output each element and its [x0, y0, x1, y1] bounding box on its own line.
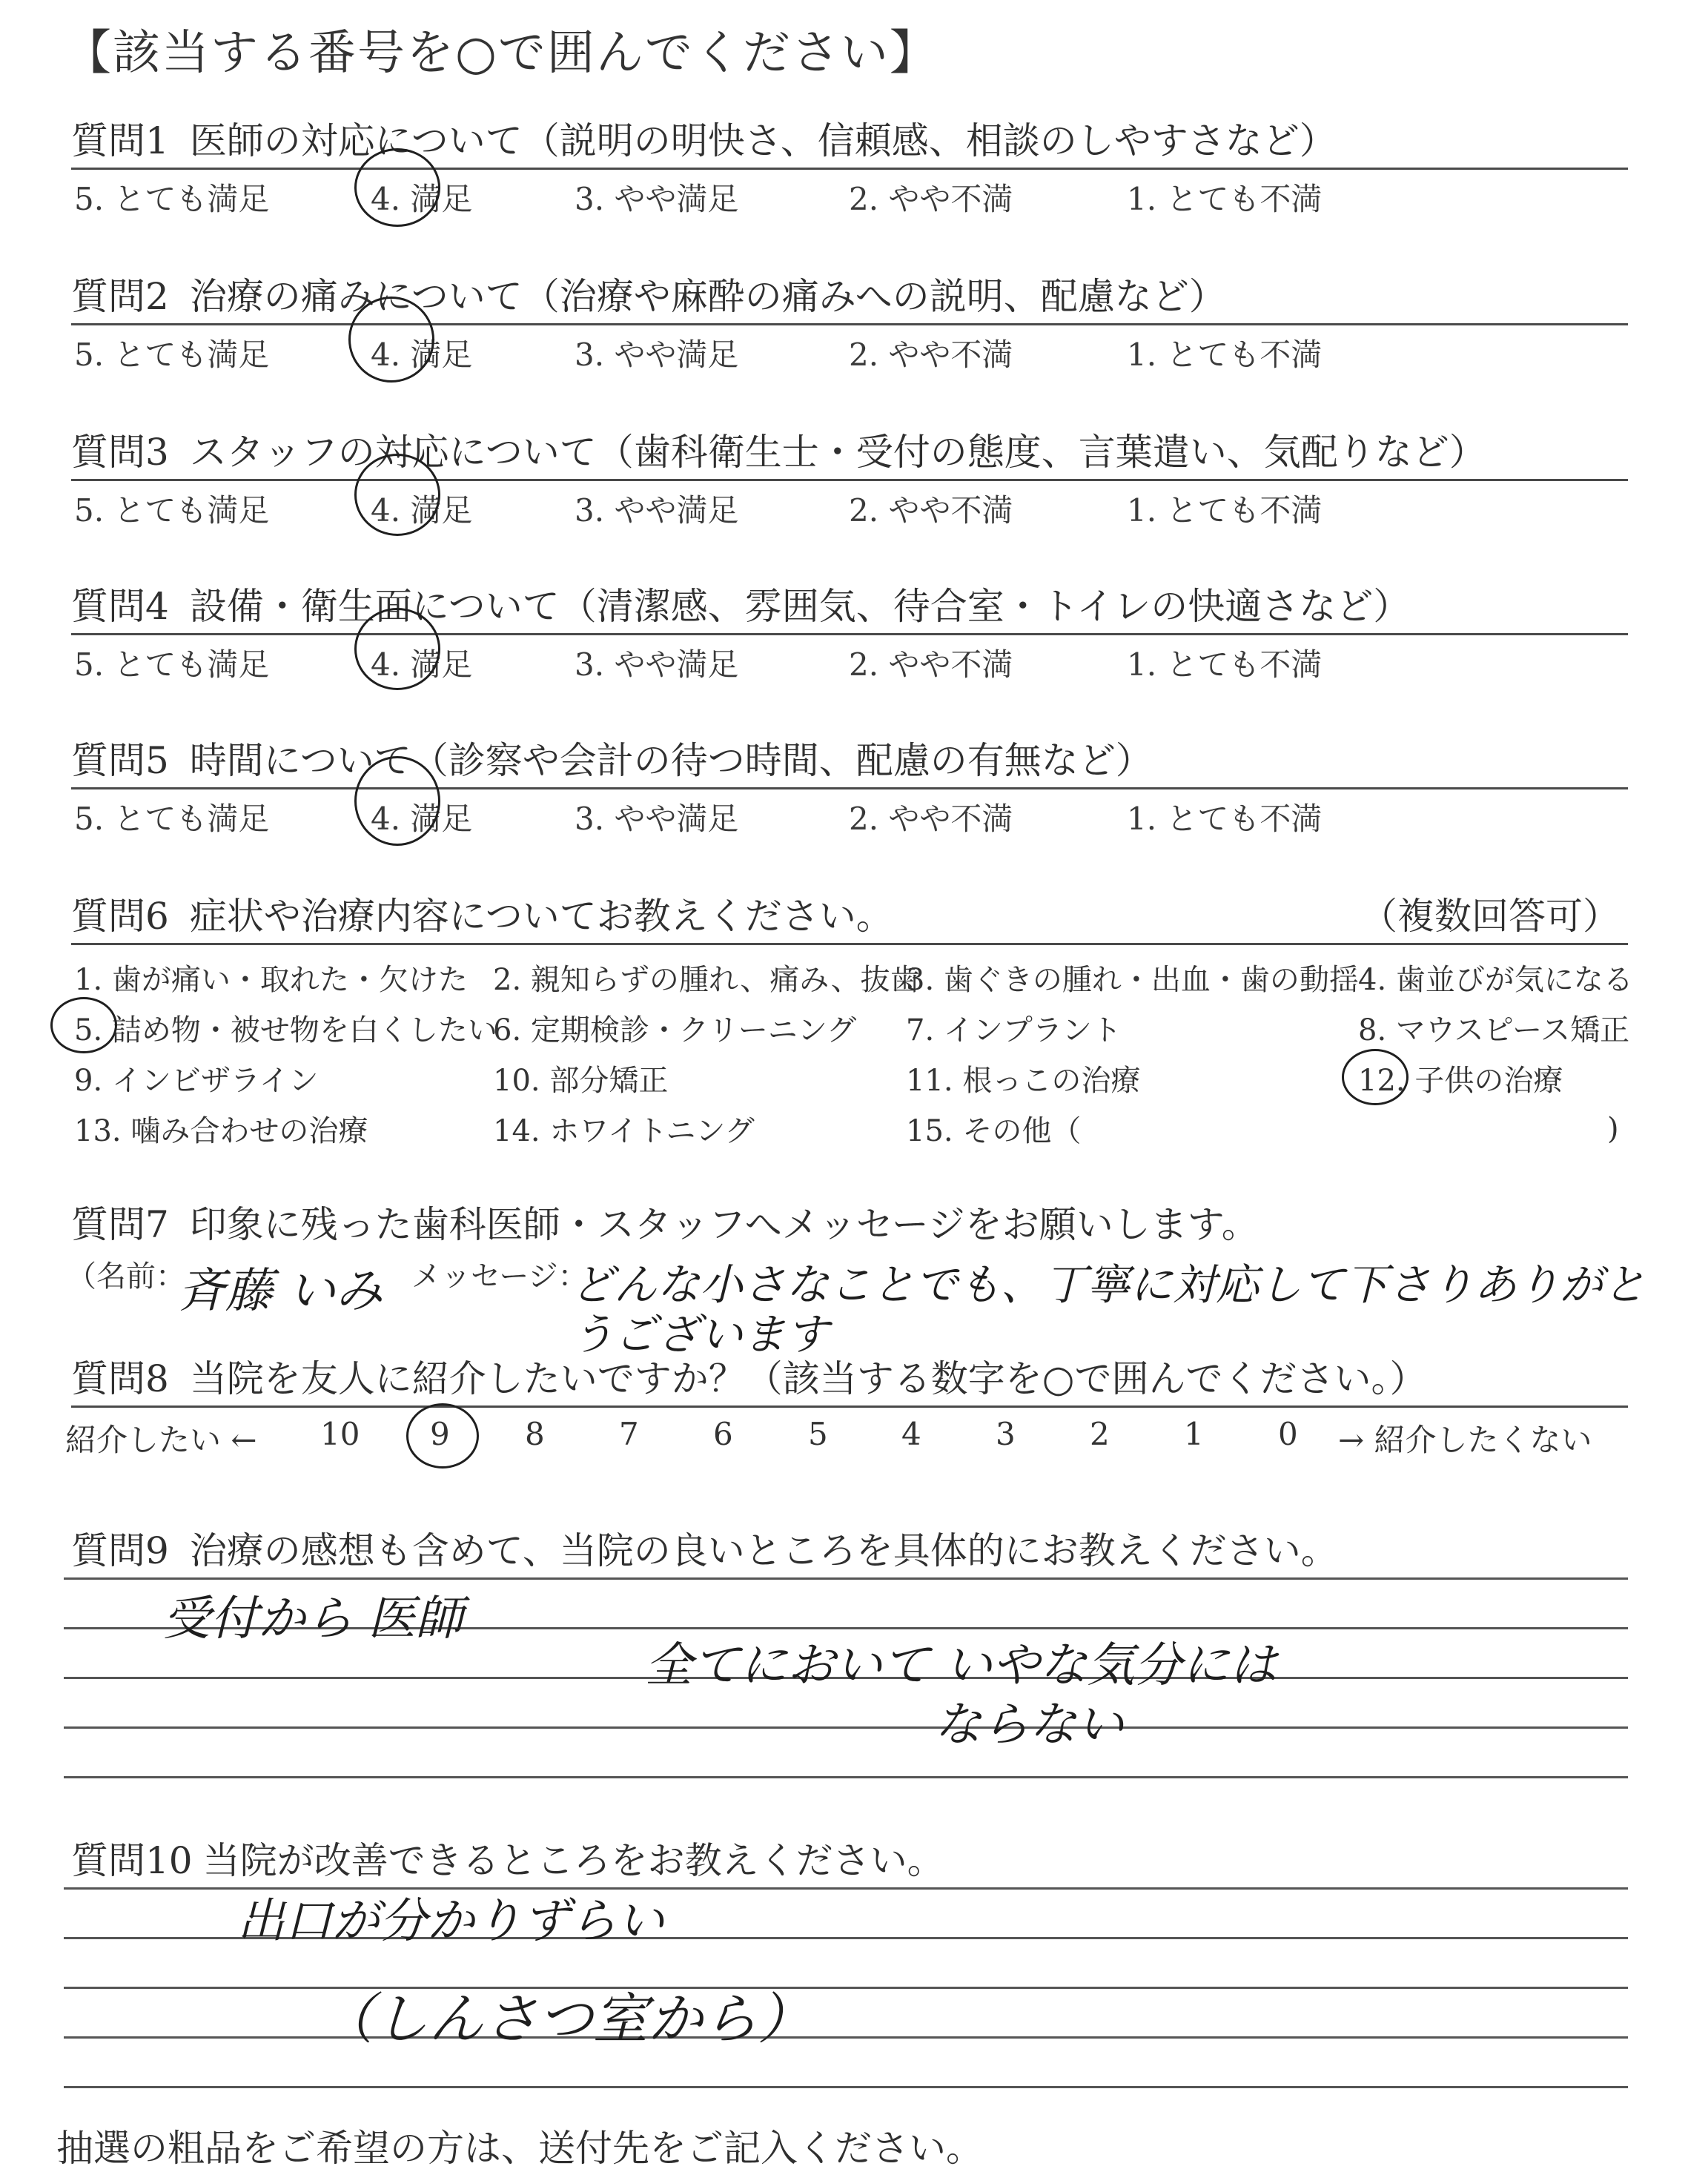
question-number: 質問8: [71, 1357, 169, 1400]
question-number: 質問2: [71, 275, 169, 318]
question-7: [71, 1195, 1259, 1248]
question-3: [71, 423, 1486, 476]
scale-8[interactable]: 8: [525, 1416, 545, 1452]
question-1: [71, 111, 1337, 165]
answer-line: [64, 1726, 1628, 1729]
divider: [71, 168, 1628, 170]
q4-selection-circle: [354, 608, 440, 690]
question-text: 医師の対応について（説明の明快さ、信頼感、相談のしやすさなど）: [189, 119, 1337, 162]
footer-note: 抽選の粗品をご希望の方は、送付先をご記入ください。: [56, 2127, 983, 2170]
q5-selection-circle: [354, 756, 440, 846]
q5-option-4[interactable]: 4. 満足: [371, 801, 473, 837]
scale-1[interactable]: 1: [1184, 1416, 1204, 1452]
q6-item-7[interactable]: 7. インプラント: [906, 1013, 1122, 1047]
answer-line: [64, 1577, 1628, 1580]
question-text: 設備・衛生面について（清潔感、雰囲気、待合室・トイレの快適さなど）: [189, 585, 1411, 628]
q5-option-5[interactable]: 5. とても満足: [74, 801, 270, 837]
question-text: 当院を友人に紹介したいですか？（該当する数字を○で囲んでください。）: [189, 1357, 1427, 1400]
question-text: 印象に残った歯科医師・スタッフへメッセージをお願いします。: [189, 1203, 1259, 1246]
name-label: （名前：: [67, 1259, 185, 1294]
q1-option-2[interactable]: 2. やや不満: [849, 181, 1013, 217]
scale-7[interactable]: 7: [619, 1416, 639, 1452]
question-number: 質問9: [71, 1529, 169, 1572]
question-4: [71, 577, 1410, 630]
question-number: 質問5: [71, 739, 169, 782]
q5-option-3[interactable]: 3. やや満足: [575, 801, 739, 837]
question-text: 治療の感想も含めて、当院の良いところを具体的にお教えください。: [189, 1529, 1338, 1572]
q1-option-4[interactable]: 4. 満足: [371, 181, 473, 217]
q1-option-1[interactable]: 1. とても不満: [1127, 181, 1323, 217]
answer-line: [64, 1987, 1628, 1989]
q1-option-3[interactable]: 3. やや満足: [575, 181, 739, 217]
scale-3[interactable]: 3: [996, 1416, 1016, 1452]
q5-option-1[interactable]: 1. とても不満: [1127, 801, 1323, 837]
q6-item-4[interactable]: 4. 歯並びが気になる: [1358, 963, 1633, 997]
q3-selection-circle: [354, 454, 440, 536]
q6-item-12-circle: [1342, 1049, 1409, 1105]
answer-line: [64, 1776, 1628, 1778]
q9-answer-line-1[interactable]: 受付から 医師: [163, 1592, 463, 1646]
q3-option-1[interactable]: 1. とても不満: [1127, 492, 1323, 529]
q6-item-5-circle: [50, 997, 117, 1053]
divider: [71, 633, 1628, 635]
divider: [71, 323, 1628, 325]
q1-selection-circle: [354, 148, 440, 227]
q4-option-1[interactable]: 1. とても不満: [1127, 646, 1323, 683]
recommend-right-label: → 紹介したくない: [1338, 1422, 1592, 1458]
q2-option-5[interactable]: 5. とても満足: [74, 337, 270, 373]
q9-answer-line-3[interactable]: ならない: [934, 1698, 1124, 1752]
message-label: メッセージ：: [411, 1259, 588, 1294]
q3-option-4[interactable]: 4. 満足: [371, 492, 473, 529]
q9-answer-line-2[interactable]: 全てにおいて いやな気分には: [645, 1638, 1277, 1693]
question-number: 質問7: [71, 1203, 169, 1246]
form-header: 【該当する番号を○で囲んでください】: [64, 26, 939, 81]
q4-option-3[interactable]: 3. やや満足: [575, 646, 739, 683]
q2-option-1[interactable]: 1. とても不満: [1127, 337, 1323, 373]
question-8: [71, 1349, 1426, 1403]
q4-option-2[interactable]: 2. やや不満: [849, 646, 1013, 683]
q6-item-8[interactable]: 8. マウスピース矯正: [1358, 1013, 1630, 1047]
scale-selection-circle: [406, 1403, 479, 1469]
q6-item-12[interactable]: 12. 子供の治療: [1358, 1064, 1563, 1098]
question-2: [71, 267, 1226, 320]
q6-item-3[interactable]: 3. 歯ぐきの腫れ・出血・歯の動揺: [906, 963, 1359, 997]
q6-item-6[interactable]: 6. 定期検診・クリーニング: [493, 1013, 857, 1047]
question-number: 質問3: [71, 431, 169, 474]
question-number: 質問10: [71, 1839, 193, 1882]
q6-item-15-close-paren: ): [1607, 1112, 1619, 1146]
question-number: 質問4: [71, 585, 169, 628]
answer-line: [64, 2036, 1628, 2039]
q10-answer-line-1[interactable]: 出口が分かりずらい: [237, 1894, 664, 1949]
q2-option-3[interactable]: 3. やや満足: [575, 337, 739, 373]
question-9: [71, 1521, 1338, 1575]
q4-option-4[interactable]: 4. 満足: [371, 646, 473, 683]
q6-item-2[interactable]: 2. 親知らずの腫れ、痛み、抜歯: [493, 963, 920, 997]
q2-option-2[interactable]: 2. やや不満: [849, 337, 1013, 373]
recommend-left-label: 紹介したい ←: [65, 1422, 257, 1458]
divider: [71, 787, 1628, 789]
question-number: 質問6: [71, 895, 169, 938]
q6-item-14[interactable]: 14. ホワイトニング: [493, 1114, 755, 1148]
multiple-answer-note: （複数回答可）: [1360, 895, 1620, 938]
answer-line: [64, 2086, 1628, 2088]
q6-item-15[interactable]: 15. その他（: [906, 1114, 1082, 1148]
scale-6[interactable]: 6: [713, 1416, 733, 1452]
scale-0[interactable]: 0: [1278, 1416, 1298, 1452]
q3-option-2[interactable]: 2. やや不満: [849, 492, 1013, 529]
q1-option-5[interactable]: 5. とても満足: [74, 181, 270, 217]
q5-option-2[interactable]: 2. やや不満: [849, 801, 1013, 837]
question-text: 当院が改善できるところをお教えください。: [202, 1839, 944, 1882]
q10-answer-line-2[interactable]: （しんさつ室から）: [319, 1987, 812, 2051]
q2-selection-circle: [348, 297, 434, 383]
scale-10[interactable]: 10: [320, 1416, 360, 1452]
divider: [71, 479, 1628, 481]
question-text: スタッフの対応について（歯科衛生士・受付の態度、言葉遣い、気配りなど）: [189, 431, 1486, 474]
scale-5[interactable]: 5: [808, 1416, 828, 1452]
question-5: [71, 731, 1153, 784]
name-value[interactable]: 斉藤 いみ: [178, 1264, 383, 1319]
question-10: [71, 1831, 944, 1884]
q4-option-5[interactable]: 5. とても満足: [74, 646, 270, 683]
q3-option-3[interactable]: 3. やや満足: [575, 492, 739, 529]
q6-item-5[interactable]: 5. 詰め物・被せ物を白くしたい: [74, 1013, 497, 1047]
q6-item-10[interactable]: 10. 部分矯正: [493, 1064, 669, 1098]
question-6: [71, 887, 893, 940]
message-value[interactable]: どんな小さなことでも、丁寧に対応して下さりありがとうございます: [571, 1259, 1646, 1360]
q6-item-9[interactable]: 9. インビザライン: [74, 1064, 319, 1098]
divider: [71, 1405, 1628, 1408]
q6-item-13[interactable]: 13. 噛み合わせの治療: [74, 1114, 368, 1148]
scale-2[interactable]: 2: [1090, 1416, 1110, 1452]
q2-option-4[interactable]: 4. 満足: [371, 337, 473, 373]
question-text: 症状や治療内容についてお教えください。: [189, 895, 893, 938]
q3-option-5[interactable]: 5. とても満足: [74, 492, 270, 529]
question-text: 治療の痛みについて（治療や麻酔の痛みへの説明、配慮など）: [189, 275, 1226, 318]
scale-9[interactable]: 9: [430, 1416, 450, 1452]
question-text: 時間について（診察や会計の待つ時間、配慮の有無など）: [189, 739, 1153, 782]
q6-item-11[interactable]: 11. 根っこの治療: [906, 1064, 1141, 1098]
scale-4[interactable]: 4: [901, 1416, 921, 1452]
q6-item-1[interactable]: 1. 歯が痛い・取れた・欠けた: [74, 963, 468, 997]
divider: [71, 943, 1628, 945]
question-number: 質問1: [71, 119, 169, 162]
